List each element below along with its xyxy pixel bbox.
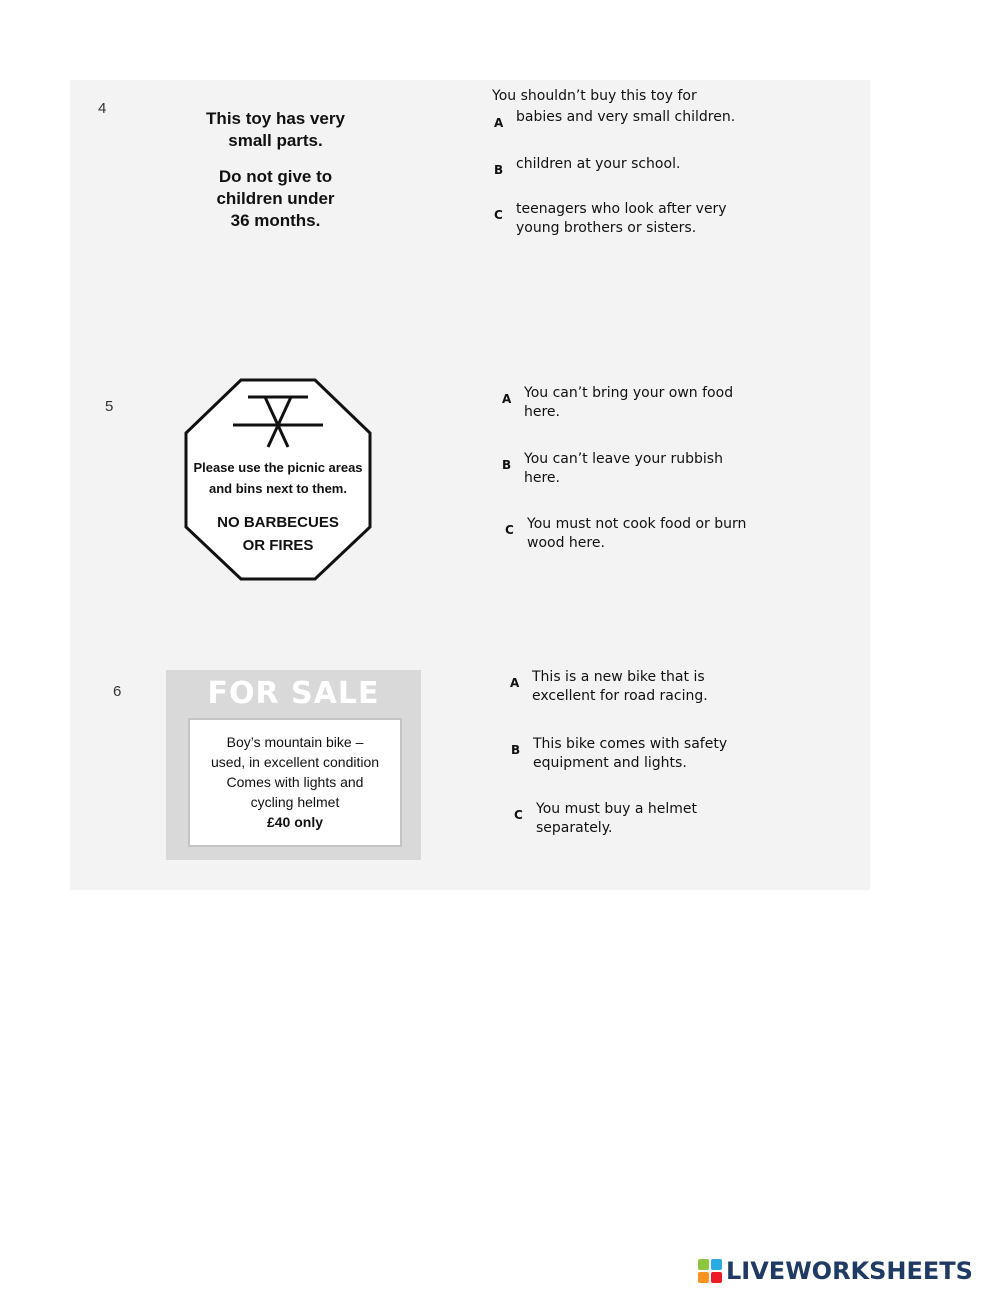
option-5c[interactable]: C You must not cook food or burn wood here. xyxy=(505,516,747,551)
for-sale-title: FOR SALE xyxy=(207,676,380,711)
notice-price: £40 only xyxy=(266,814,324,830)
question-4-stem: You shouldn’t buy this toy for xyxy=(492,88,697,104)
option-6a[interactable]: A This is a new bike that is excellent for road racing. xyxy=(510,669,708,704)
logo-tile xyxy=(698,1259,709,1270)
option-5b[interactable]: B You can’t leave your rubbish here. xyxy=(502,451,723,486)
option-4c[interactable]: C teenagers who look after very young brothers or sisters. xyxy=(494,201,727,236)
notice-line: children under xyxy=(216,189,335,208)
notice-line: 36 months. xyxy=(230,211,321,230)
logo-tiles-icon xyxy=(698,1259,722,1283)
question-number-4: 4 xyxy=(98,100,107,117)
notice-line: Please use the picnic areas xyxy=(193,460,363,475)
for-sale-details xyxy=(188,718,402,847)
option-6c[interactable]: C You must buy a helmet separately. xyxy=(514,801,697,836)
option-6b[interactable]: B This bike comes with safety equipment and lights. xyxy=(511,736,728,771)
notice-line: small parts. xyxy=(228,131,323,150)
for-sale-notice xyxy=(166,670,421,860)
notice-line: NO BARBECUES xyxy=(217,514,339,531)
picnic-sign xyxy=(183,377,373,582)
option-4a[interactable]: A babies and very small children. xyxy=(494,109,736,130)
notice-line: This toy has very xyxy=(206,109,345,128)
question-number-6: 6 xyxy=(113,683,122,700)
notice-line: Comes with lights and xyxy=(226,774,364,790)
logo-tile xyxy=(711,1259,722,1270)
logo-tile xyxy=(711,1272,722,1283)
notice-line: cycling helmet xyxy=(250,794,340,810)
option-4b[interactable]: B children at your school. xyxy=(494,156,681,177)
notice-line: used, in excellent condition xyxy=(210,754,380,770)
logo-text: LIVEWORKSHEETS xyxy=(726,1257,973,1285)
logo-tile xyxy=(698,1272,709,1283)
question-number-5: 5 xyxy=(105,398,114,415)
notice-line: OR FIRES xyxy=(242,537,314,554)
toy-warning-notice xyxy=(183,108,368,232)
notice-line: and bins next to them. xyxy=(209,481,347,496)
notice-line: Boy’s mountain bike – xyxy=(226,734,364,750)
liveworksheets-logo[interactable] xyxy=(698,1257,973,1285)
option-5a[interactable]: A You can’t bring your own food here. xyxy=(502,385,734,420)
notice-line: Do not give to xyxy=(218,167,333,186)
